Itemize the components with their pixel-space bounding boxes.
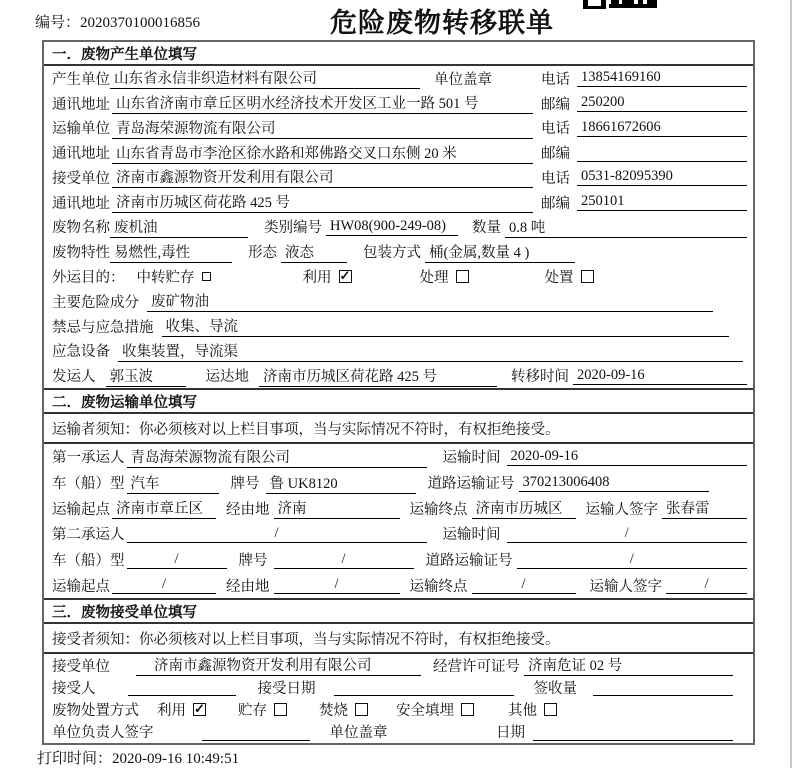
received-qty-value [593,678,733,696]
packaging-value: 桶(金属,数量 4 ) [425,241,575,263]
disposal-option-incinerate [319,699,368,720]
receiver-phone-value: 0531-82095390 [577,168,747,186]
waste-character-value: 易燃性,毒性 [110,241,232,263]
emergency-measures-row [52,314,747,339]
transport-address-value: 山东省青岛市李沧区徐水路和郑佛路交叉口东侧 20 米 [112,142,533,164]
first-carrier-row [52,444,747,470]
unit-seal-label: 单位盖章 [329,725,388,742]
purpose-option-use [303,266,352,287]
checkbox [339,270,352,283]
vehicle2-row [52,547,747,573]
receiver-unit-label: 接受单位 [52,170,110,187]
accept-unit-value: 济南市鑫源物资开发利用有限公司 [136,654,421,676]
date-label: 日期 [496,725,525,742]
purpose-option-dispose [545,266,594,287]
unit-seal-label: 单位盖章 [434,71,492,88]
checkbox [355,703,368,716]
checkbox-option-label: 利用 [302,270,332,286]
acceptor-label: 接受人 [52,680,96,697]
endpoint-label: 运输终点 [409,578,468,595]
endpoint-label: 运输终点 [409,501,468,518]
via-value: / [274,576,400,594]
disposal-method-label: 废物处置方式 [52,703,139,720]
packaging-label: 包装方式 [363,245,421,262]
road-permit-label: 道路运输证号 [425,553,513,570]
date-value [533,723,733,741]
emergency-measures-value: 收集、导流 [162,315,730,337]
checkbox [461,703,474,716]
hazard-component-value: 废矿物油 [147,290,713,312]
phone-label: 电话 [541,170,570,187]
address-label: 通讯地址 [52,195,110,212]
checkbox-option-label: 其他 [508,703,537,720]
receiver-notice: 接受者须知：你必须核对以上栏目事项，当与实际情况不符时，有权拒绝接受。 [44,624,753,654]
origin-label: 运输起点 [52,578,110,595]
transport-time-value: 2020-09-16 [507,448,748,466]
emergency-equipment-value: 收集装置，导流渠 [118,340,743,362]
page-edge-line [790,0,792,768]
checkbox-option-label: 中转贮存 [136,270,195,286]
transport-time-label: 运输时间 [442,450,501,467]
transporter-sign-label: 运输人签字 [589,578,662,595]
second-carrier-label: 第二承运人 [52,527,125,544]
checkbox-option-label: 处理 [419,270,449,286]
section1-title: 一．废物产生单位填写 [44,42,753,66]
transfer-form-table [42,40,755,745]
business-permit-label: 经营许可证号 [433,658,520,675]
road-permit-label: 道路运输证号 [427,476,515,492]
checkbox-option-label: 利用 [157,703,186,720]
producer-phone-value: 13854169160 [577,69,747,87]
zip-label: 邮编 [541,195,570,212]
transfer-time-value: 2020-09-16 [573,367,747,385]
purpose-option-storage [137,266,211,287]
hazard-component-row [52,289,747,314]
business-permit-value: 济南危证 02 号 [524,654,733,676]
transporter-notice: 运输者须知：你必须核对以上栏目事项，当与实际情况不符时，有权拒绝接受。 [44,414,753,444]
checkbox [274,703,287,716]
plate-label: 牌号 [230,476,260,492]
via-label: 经由地 [226,501,270,518]
dispatcher-value: 郭玉波 [106,365,186,387]
section2-title: 二．废物运输单位填写 [44,388,753,414]
emergency-equipment-label: 应急设备 [52,344,110,361]
form-state-value: 液态 [281,241,347,263]
disposal-option-other [508,699,557,720]
waste-name-label: 废物名称 [52,220,110,237]
via-value: 济南 [274,497,400,519]
receiver-zip-value: 250101 [577,193,747,211]
quantity-value: 0.8 吨 [505,216,747,238]
destination-label: 运达地 [205,369,249,386]
second-carrier-value: / [127,525,427,543]
checkbox [193,703,206,716]
origin-label: 运输起点 [52,501,110,518]
accept-unit-label: 接受单位 [52,658,110,675]
vehicle-type-label: 车（船）型 [52,476,125,492]
second-carrier-row [52,521,747,547]
section2-body [44,444,753,598]
transport-zip-value [577,144,747,162]
transport-unit-row [52,116,747,141]
producer-address-value: 山东省济南市章丘区明水经济技术开发区工业一路 501 号 [112,92,533,114]
producer-zip-value: 250200 [577,94,747,112]
producer-unit-label: 产生单位 [52,71,110,88]
category-code-value: HW08(900-249-08) [326,218,458,236]
receiver-unit-value: 济南市鑫源物资开发利用有限公司 [112,166,533,188]
address-label: 通讯地址 [52,96,110,113]
road-permit-value: / [517,551,748,569]
disposal-method-row [52,699,747,721]
vehicle-type-label: 车（船）型 [52,553,125,570]
transporter-sign-value: / [666,576,747,594]
responsible-sign-value [202,723,310,741]
transporter-sign-label: 运输人签字 [585,501,658,518]
purpose-option-treat [420,266,469,287]
print-time-value: 2020-09-16 10:49:51 [112,751,240,767]
dispatch-row [52,363,747,388]
first-carrier-label: 第一承运人 [52,450,125,467]
phone-label: 电话 [541,71,570,88]
transfer-purpose-label: 外运目的： [52,270,125,286]
received-qty-label: 签收量 [533,680,577,697]
origin-value: / [112,576,216,594]
accept-date-label: 接受日期 [257,680,316,697]
waste-name-row [52,215,747,240]
vehicle1-row [52,470,747,496]
transporter-sign-value: 张春雷 [662,497,747,519]
address-label: 通讯地址 [52,146,110,163]
zip-label: 邮编 [541,96,570,113]
section1-body [44,66,753,388]
section3-title: 三．废物接受单位填写 [44,598,753,624]
serial-number: 2020370100016856 [80,15,201,31]
checkbox-option-label: 贮存 [238,703,267,720]
checkbox [581,270,594,283]
form-state-label: 形态 [248,245,277,262]
disposal-option-use [157,699,206,720]
responsible-sign-label: 单位负责人签字 [52,725,154,742]
checkbox-option-label: 安全填埋 [396,703,454,720]
print-time [37,747,239,768]
waste-character-row [52,239,747,264]
waste-name-value: 废机油 [110,216,248,238]
qr-code-fragment [583,0,657,9]
first-carrier-value: 青岛海荣源物流有限公司 [127,446,427,468]
transfer-time-label: 转移时间 [511,369,569,386]
endpoint-value: / [472,576,576,594]
emergency-equipment-row [52,338,747,363]
section3-body [44,654,753,743]
road-permit-value: 370213006408 [519,474,709,492]
producer-address-row [52,91,747,116]
transfer-purpose-row [52,264,747,289]
checkbox [202,272,211,281]
accept-unit-row [52,654,747,676]
endpoint-value: 济南市历城区 [472,497,576,519]
doc-title: 危险废物转移联单 [330,8,554,38]
plate-value: 鲁 UK8120 [266,472,416,494]
route1-row [52,495,747,521]
form-serial [35,11,200,32]
accept-date-value [334,678,514,696]
destination-value: 济南市历城区荷花路 425 号 [259,365,497,387]
checkbox-option-label: 处置 [544,270,574,286]
zip-label: 邮编 [541,146,570,163]
origin-value: 济南市章丘区 [112,497,216,519]
receiver-address-row [52,190,747,215]
hazard-component-label: 主要危险成分 [52,294,139,311]
waste-character-label: 废物特性 [52,245,110,262]
checkbox [544,703,557,716]
plate-label: 牌号 [238,553,268,570]
phone-label: 电话 [541,121,570,138]
checkbox [456,270,469,283]
transport-unit-value: 青岛海荣源物流有限公司 [112,117,533,139]
producer-unit-row [52,66,747,91]
transport-phone-value: 18661672606 [577,119,747,137]
acceptor-value [128,678,236,696]
dispatcher-label: 发运人 [52,369,96,386]
receiver-unit-row [52,165,747,190]
route2-row [52,572,747,598]
via-label: 经由地 [226,578,270,595]
acceptor-row [52,676,747,698]
transport-time-value: / [507,525,748,543]
transport-unit-label: 运输单位 [52,121,110,138]
disposal-option-store [238,699,287,720]
disposal-option-landfill [396,699,474,720]
signoff-row [52,721,747,743]
category-code-label: 类别编号 [264,220,322,237]
serial-label: 编号： [35,15,81,31]
quantity-label: 数量 [472,220,501,237]
vehicle-type-value: / [127,551,227,569]
receiver-address-value: 济南市历城区荷花路 425 号 [112,191,533,213]
transport-time-label: 运输时间 [442,527,501,544]
producer-unit-value: 山东省永信非织造材料有限公司 [110,67,420,89]
print-time-label: 打印时间： [37,751,113,767]
plate-value: / [274,551,414,569]
emergency-measures-label: 禁忌与应急措施 [52,319,154,336]
vehicle-type-value: 汽车 [127,472,219,494]
transport-address-row [52,140,747,165]
checkbox-option-label: 焚烧 [319,703,348,720]
